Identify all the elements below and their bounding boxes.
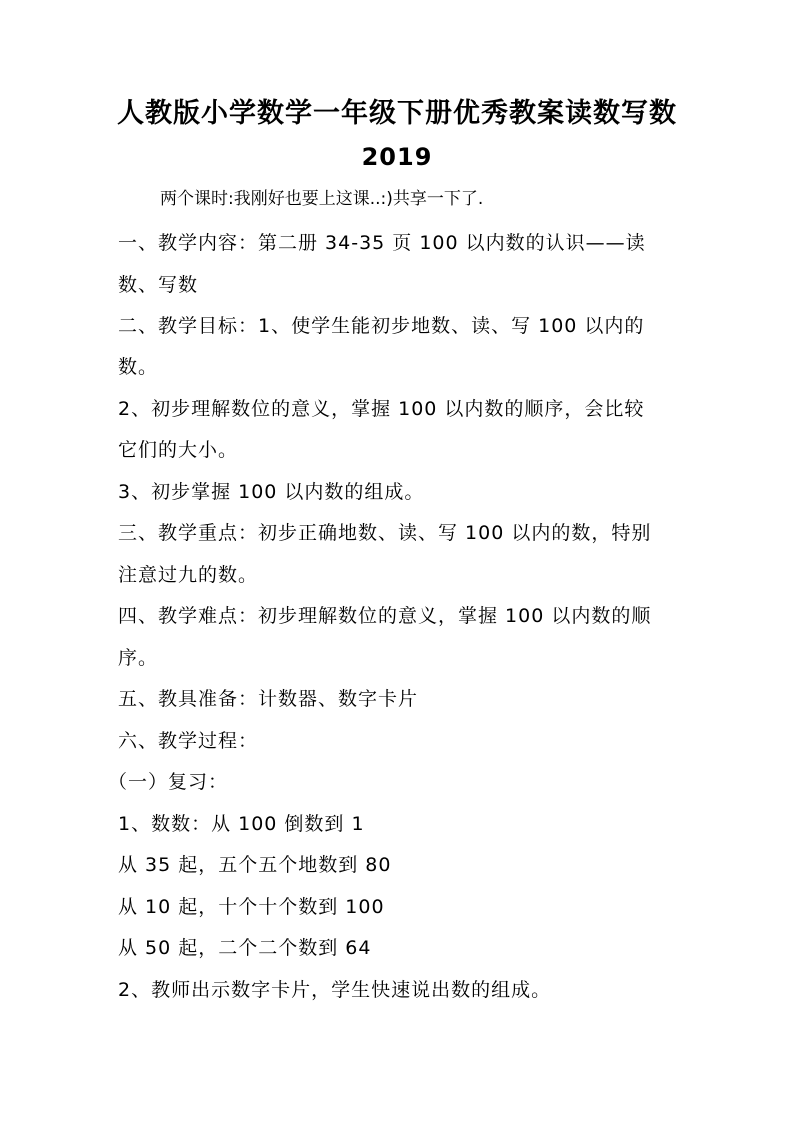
paragraph-line: 六、教学过程： (118, 730, 259, 752)
paragraph-line: 2、初步理解数位的意义，掌握 100 以内数的顺序，会比较 (118, 398, 645, 420)
paragraph-line: 2、教师出示数字卡片，学生快速说出数的组成。 (118, 979, 552, 1001)
paragraph-line: 四、教学难点：初步理解数位的意义，掌握 100 以内数的顺 (118, 605, 652, 627)
paragraph-line: 五、教具准备：计数器、数字卡片 (118, 688, 419, 710)
intro-note: 两个课时:我刚好也要上这课..:)共享一下了. (160, 189, 484, 209)
paragraph-line: 3、初步掌握 100 以内数的组成。 (118, 481, 425, 503)
paragraph-line: 从 50 起，二个二个数到 64 (118, 937, 372, 959)
paragraph-line: 数。 (118, 356, 159, 378)
paragraph-line: 从 35 起，五个五个地数到 80 (118, 854, 392, 876)
paragraph-line: 数、写数 (118, 274, 199, 296)
paragraph-line: 二、教学目标：1、使学生能初步地数、读、写 100 以内的 (118, 315, 645, 337)
paragraph-line: （一）复习： (108, 771, 229, 793)
document-title: 人教版小学数学一年级下册优秀教案读数写数 (117, 98, 677, 129)
paragraph-line: 注意过九的数。 (118, 564, 259, 586)
paragraph-line: 1、数数：从 100 倒数到 1 (118, 813, 365, 835)
paragraph-line: 它们的大小。 (118, 439, 239, 461)
document-title-year: 2019 (361, 143, 433, 171)
paragraph-line: 三、教学重点：初步正确地数、读、写 100 以内的数，特别 (118, 522, 652, 544)
paragraph-line: 从 10 起，十个十个数到 100 (118, 896, 385, 918)
paragraph-line: 序。 (118, 647, 159, 669)
paragraph-line: 一、教学内容：第二册 34-35 页 100 以内数的认识——读 (118, 232, 646, 254)
